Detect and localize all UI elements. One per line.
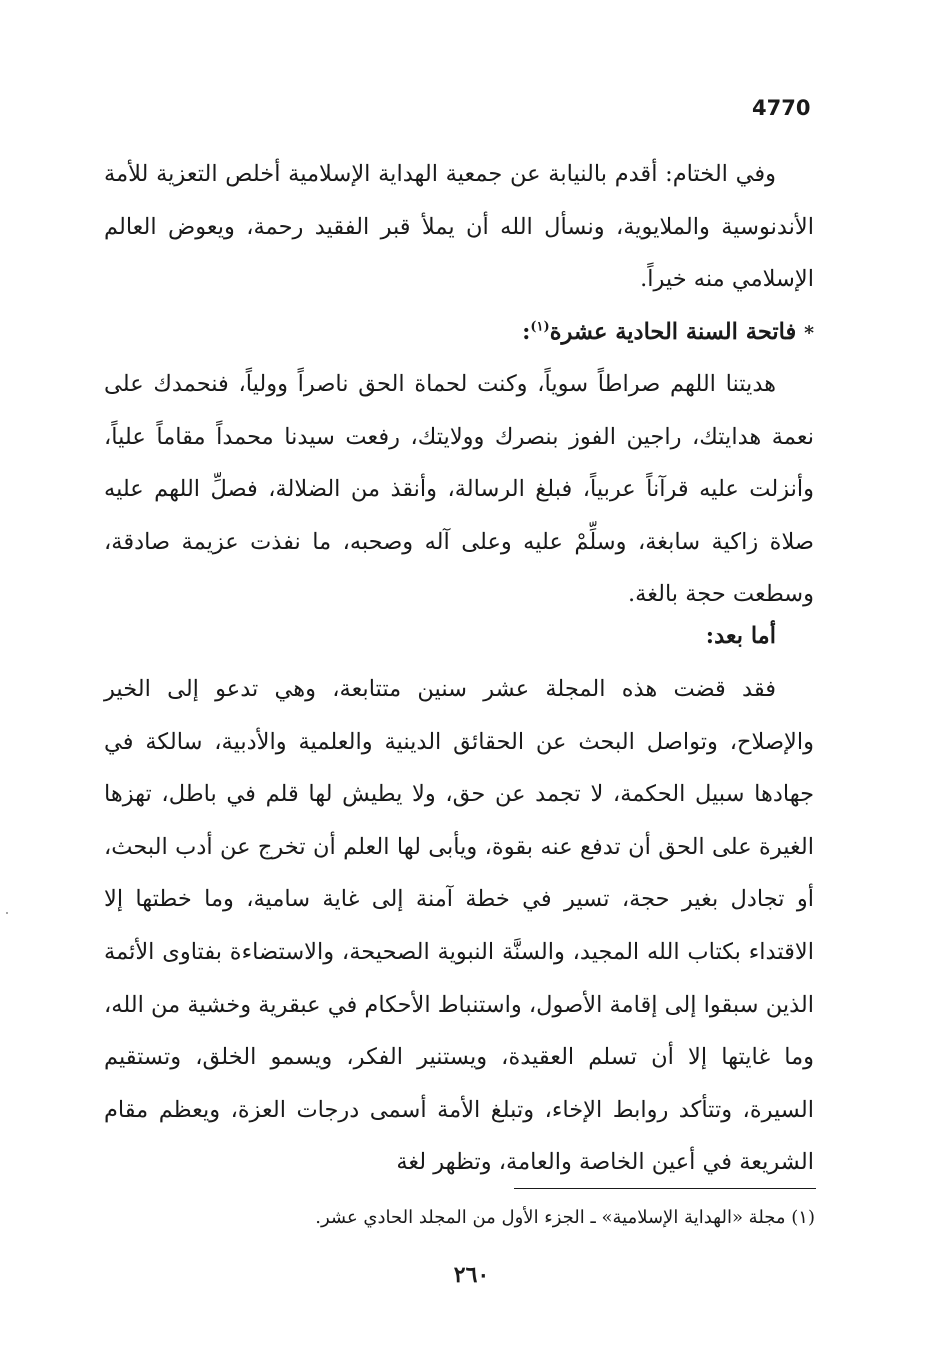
main-section — [104, 663, 814, 1189]
footnote: (١) مجلة «الهداية الإسلامية» ـ الجزء الأول من المجلد الحادي عشر. — [315, 1207, 815, 1228]
closing-section — [104, 148, 814, 306]
section-title-suffix: : — [522, 319, 531, 345]
amma-baad-label: أما بعد: — [705, 623, 776, 649]
footnote-divider — [514, 1188, 816, 1189]
section-title: فاتحة السنة الحادية عشرة — [549, 319, 797, 345]
section-heading — [104, 306, 814, 360]
opening-paragraph: هديتنا اللهم صراطاً سوياً، وكنت لحماة الحق ناصراً وولياً، فنحمدك على نعمة هدايتك، راجين الفوز بنصرك وولايتك، رفعت سيدنا محمداً مقاماً علياً، وأنزلت عليه قرآناً عربياً، فبلغ الرسالة، وأنقذ من الضلالة، فصلِّ اللهم عليه صلاة زاكية سابغة، وسلِّمْ عليه وعلى آله وصحبه، ما نفذت عزيمة صادقة، وسطعت حجة بالغة. — [104, 371, 814, 608]
section-mark: * — [804, 322, 814, 344]
opening-section — [104, 358, 814, 621]
page-number-bottom: ٢٦٠ — [453, 1262, 490, 1288]
amma-baad-section — [104, 610, 814, 663]
main-paragraph: فقد قضت هذه المجلة عشر سنين متتابعة، وهي تدعو إلى الخير والإصلاح، وتواصل البحث عن الحقائق الدينية والعلمية والأدبية، سالكة في جهادها سبيل الحكمة، لا تجمد عن حق، ولا يطيش لها قلم في باطل، تهزها الغيرة على الحق أن تدفع عنه بقوة، ويأبى لها العلم أن تخرج عن أدب البحث، أو تجادل بغير حجة، تسير في خطة آمنة إلى غاية سامية، وما خطتها إلا الاقتداء بكتاب الله المجيد، والسنَّة النبوية الصحيحة، والاستضاءة بفتاوى الأئمة الذين سبقوا إلى إقامة الأصول، واستنباط الأحكام في عبقرية وخشية من الله، وما غايتها إلا أن تسلم العقيدة، ويستنير الفكر، ويسمو الخلق، وتستقيم السيرة، وتتأكد روابط الإخاء، وتبلغ الأمة أسمى درجات العزة، ويعظم مقام الشريعة في أعين الخاصة والعامة، وتظهر لغة — [104, 676, 814, 1176]
page-number-top: 4770 — [752, 96, 811, 120]
margin-speck — [6, 912, 8, 914]
footnote-reference[interactable]: (١) — [530, 319, 550, 335]
closing-paragraph: وفي الختام: أقدم بالنيابة عن جمعية الهداية الإسلامية أخلص التعزية للأمة الأندنوسية والملايوية، ونسأل الله أن يملأ قبر الفقيد رحمة، ويعوض العالم الإسلامي منه خيراً. — [104, 161, 814, 293]
